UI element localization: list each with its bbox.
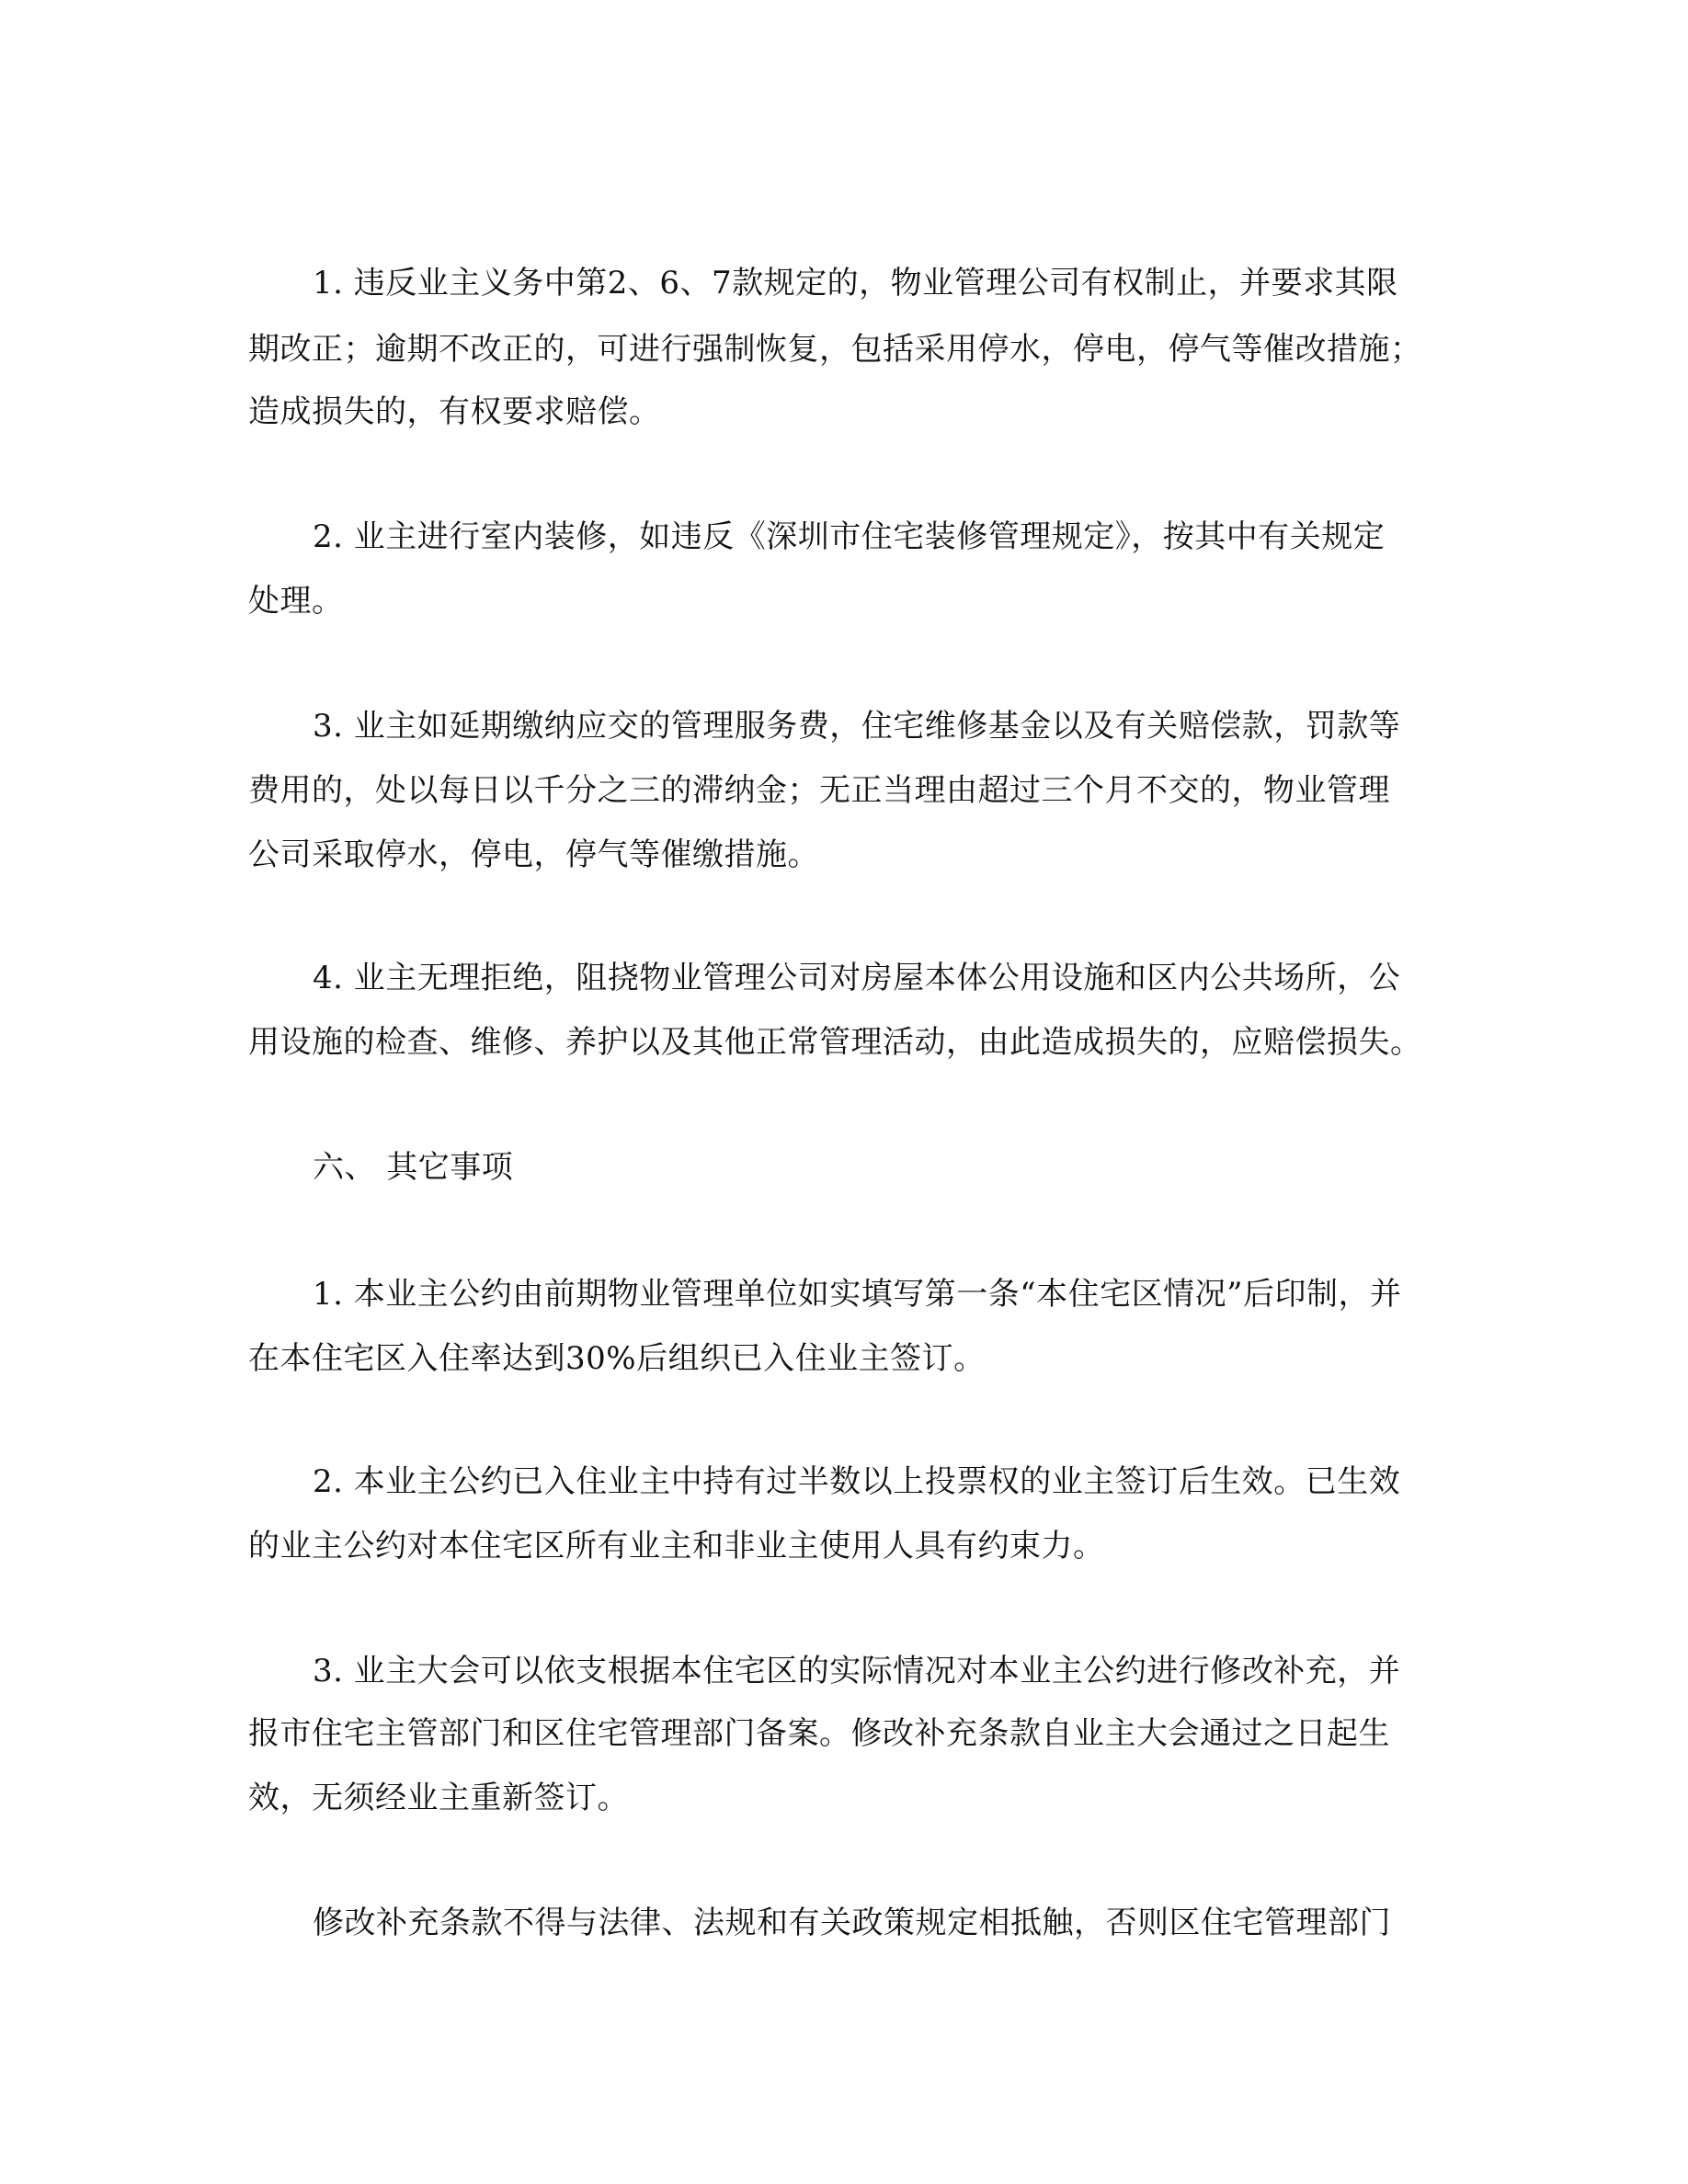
paragraph-8-line-1: 修改补充条款不得与法律、法规和有关政策规定相抵触，否则区住宅管理部门 <box>313 1905 1391 1941</box>
paragraph-4-line-2: 用设施的检查、维修、养护以及其他正常管理活动，由此造成损失的，应赔偿损失。 <box>248 1024 1422 1061</box>
paragraph-6-line-1: 2. 本业主公约已入住业主中持有过半数以上投票权的业主签订后生效。已生效 <box>313 1463 1401 1500</box>
paragraph-5-line-1: 1. 本业主公约由前期物业管理单位如实填写第一条“本住宅区情况”后印制，并 <box>313 1276 1402 1313</box>
paragraph-5-line-2: 在本住宅区入住率达到30%后组织已入住业主签订。 <box>248 1340 986 1377</box>
paragraph-7-line-1: 3. 业主大会可以依支根据本住宅区的实际情况对本业主公约进行修改补充，并 <box>313 1653 1401 1689</box>
paragraph-1-line-1: 1. 违反业主义务中第2、6、7款规定的，物业管理公司有权制止，并要求其限 <box>313 265 1398 301</box>
paragraph-1-line-3: 造成损失的，有权要求赔偿。 <box>248 393 661 430</box>
paragraph-3-line-2: 费用的，处以每日以千分之三的滞纳金；无正当理由超过三个月不交的，物业管理 <box>248 772 1390 809</box>
paragraph-3-line-1: 3. 业主如延期缴纳应交的管理服务费，住宅维修基金以及有关赔偿款，罚款等 <box>313 708 1401 745</box>
paragraph-4-line-1: 4. 业主无理拒绝，阻挠物业管理公司对房屋本体公用设施和区内公共场所，公 <box>313 960 1401 996</box>
paragraph-1-line-2: 期改正；逾期不改正的，可进行强制恢复，包括采用停水，停电，停气等催改措施； <box>248 331 1422 368</box>
paragraph-3-line-3: 公司采取停水，停电，停气等催缴措施。 <box>248 836 819 873</box>
paragraph-7-line-2: 报市住宅主管部门和区住宅管理部门备案。修改补充条款自业主大会通过之日起生 <box>248 1715 1390 1752</box>
paragraph-2-line-2: 处理。 <box>248 583 344 620</box>
paragraph-7-line-3: 效，无须经业主重新签订。 <box>248 1780 629 1816</box>
paragraph-2-line-1: 2. 业主进行室内装修，如违反《深圳市住宅装修管理规定》，按其中有关规定 <box>313 518 1386 555</box>
paragraph-6-line-2: 的业主公约对本住宅区所有业主和非业主使用人具有约束力。 <box>248 1528 1105 1564</box>
section-heading: 六、 其它事项 <box>313 1149 514 1186</box>
